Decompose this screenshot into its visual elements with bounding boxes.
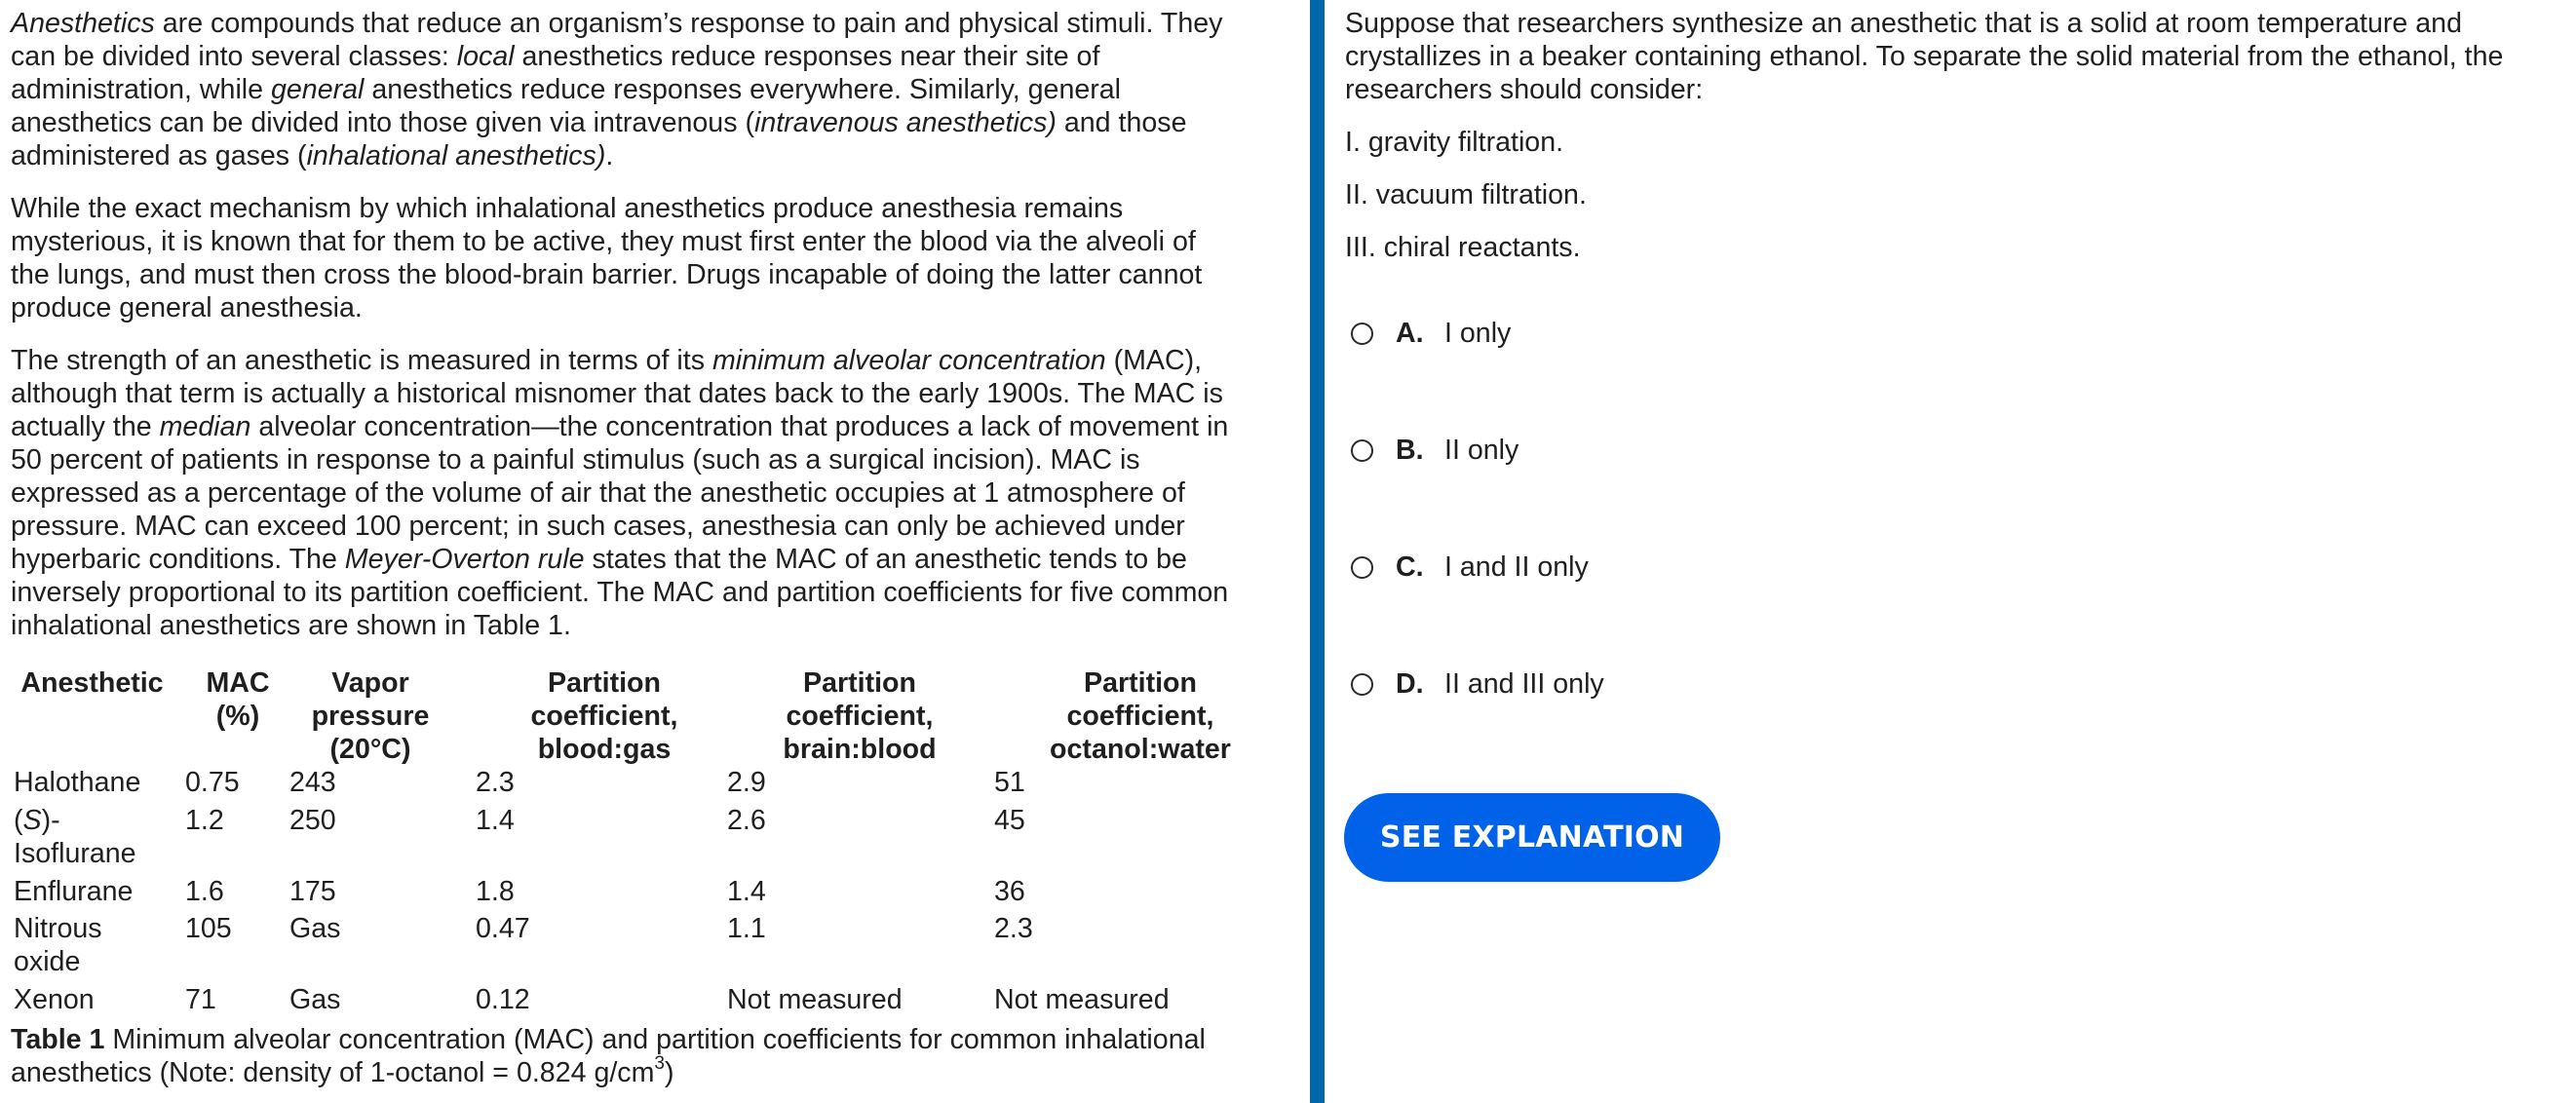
table-cell-blood-gas: 1.4	[476, 805, 515, 836]
panel-divider	[1310, 0, 1325, 1103]
header-line: pressure	[311, 701, 430, 732]
anesthetic-name-continued: Isoflurane	[14, 838, 136, 869]
caption-label: Table 1	[11, 1024, 105, 1055]
passage-paragraph-3	[11, 344, 1302, 642]
text-segment: anesthetics can be divided into those given via intravenous (	[11, 107, 754, 138]
text-line	[11, 476, 1302, 510]
question-stem	[1345, 7, 2503, 106]
table-header-blood-gas	[507, 666, 702, 766]
option-text: II only	[1444, 435, 1519, 466]
see-explanation-button[interactable]: SEE EXPLANATION	[1344, 793, 1720, 882]
table-cell-octanol-water: 45	[994, 805, 1025, 836]
table-cell-name	[14, 912, 102, 978]
text-segment: Halothane	[14, 767, 141, 798]
italic-text: minimum alveolar concentration	[711, 345, 1106, 376]
header-line: blood:gas	[537, 734, 672, 765]
table-cell-brain-blood: 2.9	[727, 767, 766, 798]
table-cell-octanol-water: 2.3	[994, 913, 1033, 944]
text-segment: Nitrous	[14, 913, 102, 944]
table-cell-mac: 105	[185, 913, 232, 944]
text-line	[11, 225, 1302, 258]
table-cell-mac: 1.6	[185, 876, 224, 907]
text-segment: 50 percent of patients in response to a painful stimulus (such as a surgical incision). MAC is	[11, 444, 1140, 475]
table-cell-name	[14, 983, 95, 1016]
anesthetic-name	[14, 804, 136, 837]
header-line: coefficient,	[786, 701, 934, 732]
text-segment: actually the	[11, 411, 160, 442]
table-header-brain-blood	[762, 666, 957, 766]
italic-text: intravenous anesthetics)	[753, 107, 1057, 138]
text-line	[11, 40, 1302, 73]
text-segment: and those	[1056, 107, 1187, 138]
text-segment: While the exact mechanism by which inhalational anesthetics produce anesthesia remains	[11, 193, 1124, 224]
text-line	[11, 443, 1302, 476]
question-stem-line: Suppose that researchers synthesize an anesthetic that is a solid at room temperature and	[1345, 8, 2462, 39]
statement-3: III. chiral reactants.	[1345, 232, 1581, 263]
italic-text: local	[456, 41, 515, 72]
radio-button-icon[interactable]	[1351, 323, 1373, 345]
header-line: (20°C)	[329, 734, 411, 765]
italic-text: S	[22, 805, 42, 836]
text-segment: can be divided into several classes:	[11, 41, 457, 72]
table-cell-vapor: 175	[289, 876, 336, 907]
table-cell-vapor: Gas	[289, 984, 341, 1015]
table-cell-mac: 1.2	[185, 805, 224, 836]
text-segment: (MAC),	[1105, 345, 1203, 376]
table-cell-brain-blood: Not measured	[727, 984, 903, 1015]
text-segment: .	[605, 140, 614, 171]
question-stem-line: crystallizes in a beaker containing ethanol. To separate the solid material from the ethanol, the	[1345, 41, 2504, 72]
text-segment: produce general anesthesia.	[11, 292, 363, 323]
text-segment: are compounds that reduce an organism’s response to pain and physical stimuli. They	[154, 8, 1223, 39]
option-letter: A.	[1396, 318, 1424, 349]
table-cell-brain-blood: 1.4	[727, 876, 766, 907]
text-segment: )-	[41, 805, 60, 836]
table-cell-mac: 71	[185, 984, 216, 1015]
text-segment: administered as gases (	[11, 140, 307, 171]
text-segment: inhalational anesthetics are shown in Table 1.	[11, 610, 571, 641]
option-letter: C.	[1396, 552, 1424, 583]
caption-text-end: )	[665, 1057, 674, 1088]
text-line	[11, 192, 1302, 225]
caption-superscript: 3	[654, 1053, 665, 1075]
text-line	[11, 410, 1302, 443]
header-line: Partition	[1084, 667, 1197, 699]
header-line: Partition	[548, 667, 661, 699]
text-segment: anesthetics reduce responses everywhere. Similarly, general	[364, 74, 1122, 105]
table-cell-vapor: 250	[289, 805, 336, 836]
text-segment: The strength of an anesthetic is measured in terms of its	[11, 345, 712, 376]
option-letter: D.	[1396, 668, 1424, 700]
text-line	[11, 139, 1302, 172]
text-line	[11, 543, 1302, 576]
anesthetic-name	[14, 875, 133, 908]
table-cell-octanol-water: Not measured	[994, 984, 1170, 1015]
table-cell-octanol-water: 36	[994, 876, 1025, 907]
italic-text: Meyer-Overton rule	[344, 544, 585, 575]
table-cell-blood-gas: 0.47	[476, 913, 530, 944]
text-line	[11, 344, 1302, 377]
table-cell-brain-blood: 2.6	[727, 805, 766, 836]
table-cell-mac: 0.75	[185, 767, 240, 798]
text-line	[11, 576, 1302, 609]
anesthetic-name	[14, 912, 102, 945]
passage-paragraph-2	[11, 192, 1302, 324]
anesthetic-name-continued: oxide	[14, 946, 81, 977]
header-line: MAC	[206, 667, 270, 699]
table-cell-name	[14, 804, 136, 870]
text-segment: expressed as a percentage of the volume of air that the anesthetic occupies at 1 atmosphere of	[11, 477, 1185, 509]
question-stem-line: researchers should consider:	[1345, 74, 1704, 105]
header-line: coefficient,	[1066, 701, 1214, 732]
option-text: I only	[1444, 318, 1512, 349]
italic-text: median	[159, 411, 251, 442]
table-cell-blood-gas: 2.3	[476, 767, 515, 798]
passage-paragraph-1	[11, 7, 1302, 172]
table-cell-name	[14, 875, 133, 908]
header-line: (%)	[215, 701, 260, 732]
text-segment: the lungs, and must then cross the blood-brain barrier. Drugs incapable of doing the latter cannot	[11, 259, 1203, 290]
table-header-mac	[191, 666, 285, 733]
table-header-anesthetic	[12, 666, 173, 700]
text-segment: pressure. MAC can exceed 100 percent; in such cases, anesthesia can only be achieved under	[11, 511, 1185, 542]
answer-option-d[interactable]	[1345, 665, 1930, 704]
statement-2: II. vacuum filtration.	[1345, 179, 1587, 210]
text-segment: Xenon	[14, 984, 95, 1015]
header-line: brain:blood	[783, 734, 937, 765]
header-line: octanol:water	[1050, 734, 1231, 765]
caption-text-line1: Minimum alveolar concentration (MAC) and partition coefficients for common inhalational	[104, 1024, 1206, 1055]
table-cell-vapor: Gas	[289, 913, 341, 944]
italic-text: inhalational anesthetics)	[306, 140, 606, 171]
table-cell-blood-gas: 0.12	[476, 984, 530, 1015]
radio-button-icon[interactable]	[1351, 673, 1373, 696]
italic-text: general	[271, 74, 365, 105]
table-cell-octanol-water: 51	[994, 767, 1025, 798]
text-line	[11, 106, 1302, 139]
answer-option-c[interactable]	[1345, 548, 1930, 587]
text-segment: Enflurane	[14, 876, 134, 907]
text-line	[11, 73, 1302, 106]
text-segment: alveolar concentration—the concentration that produces a lack of movement in	[250, 411, 1229, 442]
anesthetic-name	[14, 766, 140, 799]
text-segment: states that the MAC of an anesthetic tends to be	[584, 544, 1187, 575]
text-line	[11, 377, 1302, 410]
text-segment: (	[14, 805, 23, 836]
header-line: Vapor	[331, 667, 409, 699]
text-line	[11, 609, 1302, 642]
caption-text-line2: anesthetics (Note: density of 1-octanol = 0.824 g/cm	[11, 1057, 655, 1088]
radio-button-icon[interactable]	[1351, 439, 1373, 462]
text-segment: although that term is actually a historical misnomer that dates back to the early 1900s. The MAC is	[11, 378, 1223, 409]
text-segment: administration, while	[11, 74, 271, 105]
header-line: Partition	[803, 667, 916, 699]
option-text: II and III only	[1444, 668, 1604, 700]
statement-1: I. gravity filtration.	[1345, 127, 1564, 158]
table-cell-brain-blood: 1.1	[727, 913, 766, 944]
text-line	[11, 291, 1302, 324]
text-segment: hyperbaric conditions. The	[11, 544, 345, 575]
text-line	[11, 258, 1302, 291]
text-segment: mysterious, it is known that for them to be active, they must first enter the blood via the alveoli of	[11, 226, 1196, 257]
header-line: coefficient,	[530, 701, 678, 732]
option-letter: B.	[1396, 435, 1424, 466]
option-text: I and II only	[1444, 552, 1589, 583]
italic-text: Anesthetics	[11, 8, 155, 39]
answer-option-a[interactable]	[1345, 314, 1930, 353]
table-cell-name	[14, 766, 140, 799]
table-caption	[11, 1023, 1206, 1089]
table-header-vapor-pressure	[292, 666, 448, 766]
header-line: Anesthetic	[20, 667, 164, 699]
text-segment: inversely proportional to its partition coefficient. The MAC and partition coefficients for five common	[11, 577, 1229, 608]
text-line	[11, 510, 1302, 543]
answer-option-b[interactable]	[1345, 431, 1930, 470]
radio-button-icon[interactable]	[1351, 556, 1373, 579]
text-line	[11, 7, 1302, 40]
table-header-octanol-water	[1028, 666, 1252, 766]
table-cell-vapor: 243	[289, 767, 336, 798]
anesthetic-name	[14, 983, 95, 1016]
text-segment: anesthetics reduce responses near their site of	[514, 41, 1100, 72]
table-cell-blood-gas: 1.8	[476, 876, 515, 907]
